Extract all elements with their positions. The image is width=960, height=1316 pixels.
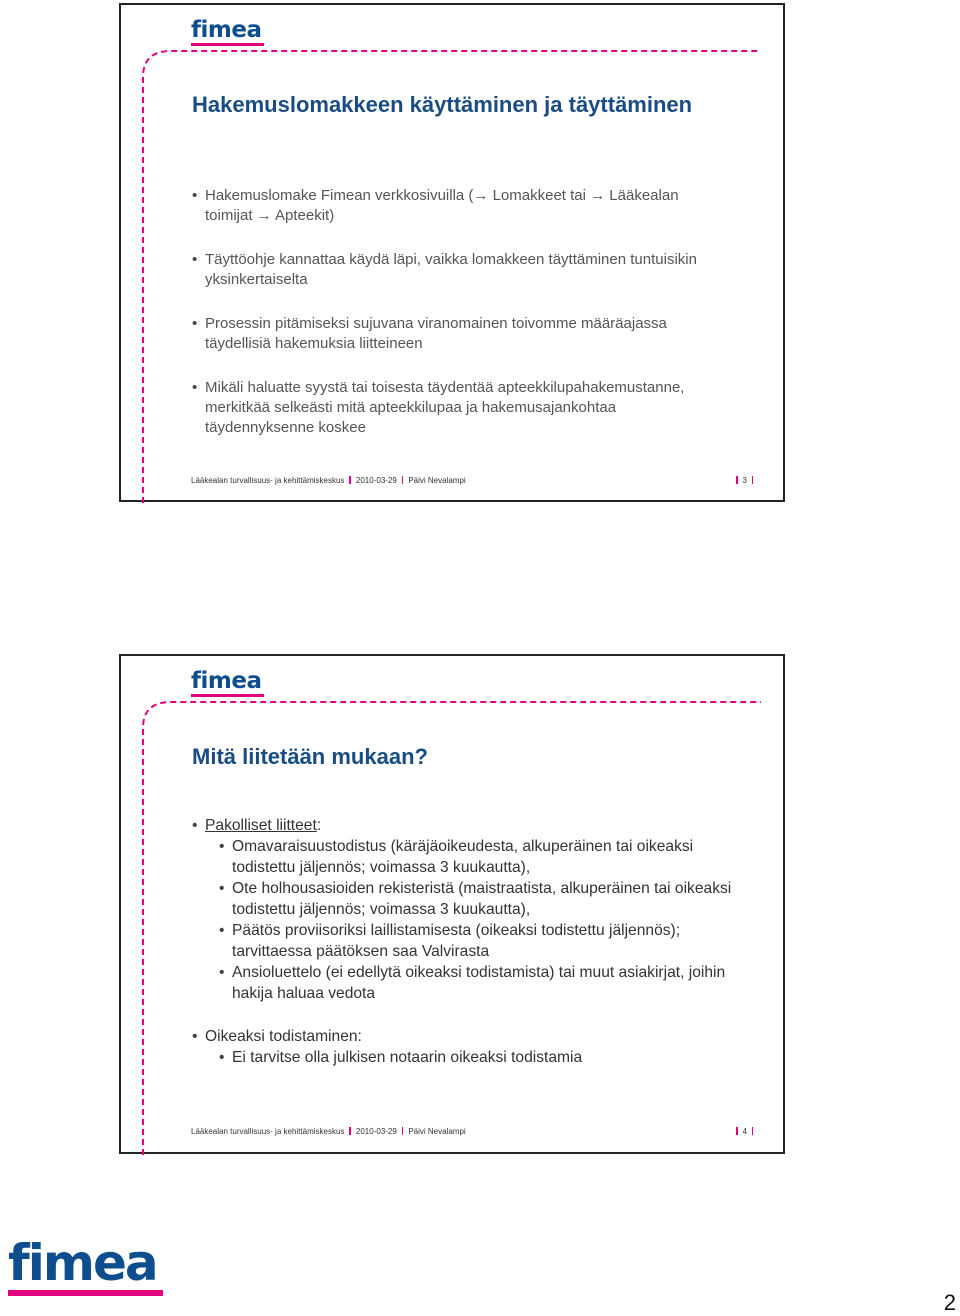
group-label: Pakolliset liitteet (205, 817, 317, 834)
footer-separator (752, 1127, 754, 1135)
slide-title: Hakemuslomakkeen käyttäminen ja täyttäminen (192, 92, 693, 117)
footer-org: Lääkealan turvallisuus- ja kehittämiskeskus (191, 476, 345, 485)
slide-footer (191, 476, 466, 486)
bullet-list (205, 815, 745, 1068)
slide-title: Mitä liitetään mukaan? (192, 744, 428, 769)
footer-author: Päivi Nevalampi (408, 476, 466, 485)
list-item: • Täyttöohje kannattaa käydä läpi, vaikka lomakkeen täyttäminen tuntuisikin yksinkertaiselta (205, 250, 725, 290)
footer-separator (752, 476, 754, 484)
sub-list-item: • Ansioluettelo (ei edellytä oikeaksi todistamista) tai muut asiakirjat, joihin hakija haluaa vedota (232, 962, 745, 1004)
fimea-logo-large: fimea (8, 1238, 163, 1296)
footer-separator (402, 1127, 404, 1135)
sub-list-item: • Päätös proviisoriksi laillistamisesta (oikeaksi todistettu jäljennös); tarvittaessa päätöksen saa Valvirasta (232, 920, 745, 962)
footer-separator (736, 476, 738, 484)
footer-org: Lääkealan turvallisuus- ja kehittämiskeskus (191, 1127, 345, 1136)
fimea-logo: fimea (191, 19, 264, 46)
footer-date: 2010-03-29 (355, 1127, 397, 1136)
sub-list-item: • Ei tarvitse olla julkisen notaarin oikeaksi todistamia (232, 1047, 745, 1068)
page-number-text: 3 (742, 476, 747, 485)
list-item (205, 815, 745, 1004)
slide-footer (191, 1127, 466, 1137)
footer-separator (349, 1127, 351, 1135)
list-item: • Mikäli haluatte syystä tai toisesta täydentää apteekkilupahakemustanne, merkitkää selkeästi mitä apteekkilupaa ja hakemusajankohtaa täydennyksenne koskee (205, 378, 725, 438)
list-item: • Prosessin pitämiseksi sujuvana viranomainen toivomme määräajassa täydellisiä hakemuksia liitteineen (205, 314, 725, 354)
sub-list-item: • Omavaraisuustodistus (käräjäoikeudesta, alkuperäinen tai oikeaksi todistettu jäljennös; voimassa 3 kuukautta), (232, 836, 745, 878)
group-label: Oikeaksi todistaminen: (205, 1028, 362, 1045)
footer-separator (349, 476, 351, 484)
slide-page-number (731, 476, 758, 486)
slide-3 (119, 3, 785, 502)
sub-list-item: • Ote holhousasioiden rekisteristä (maistraatista, alkuperäinen tai oikeaksi todistettu jäljennös; voimassa 3 kuukautta), (232, 878, 745, 920)
group-label-suffix: : (316, 817, 322, 834)
footer-author: Päivi Nevalampi (408, 1127, 466, 1136)
slide-page-number (731, 1127, 758, 1137)
footer-separator (402, 476, 404, 484)
list-item (205, 1026, 745, 1068)
bullet-list (205, 186, 725, 462)
sub-list (205, 836, 745, 1004)
fimea-logo: fimea (191, 670, 264, 697)
document-page-number: 2 (943, 1290, 956, 1315)
footer-date: 2010-03-29 (355, 476, 397, 485)
list-item: • Hakemuslomake Fimean verkkosivuilla (→ Lomakkeet tai → Lääkealan toimijat → Apteekit) (205, 186, 725, 226)
footer-separator (736, 1127, 738, 1135)
slide-4 (119, 654, 785, 1154)
page-number-text: 4 (742, 1127, 747, 1136)
sub-list (205, 1047, 745, 1068)
